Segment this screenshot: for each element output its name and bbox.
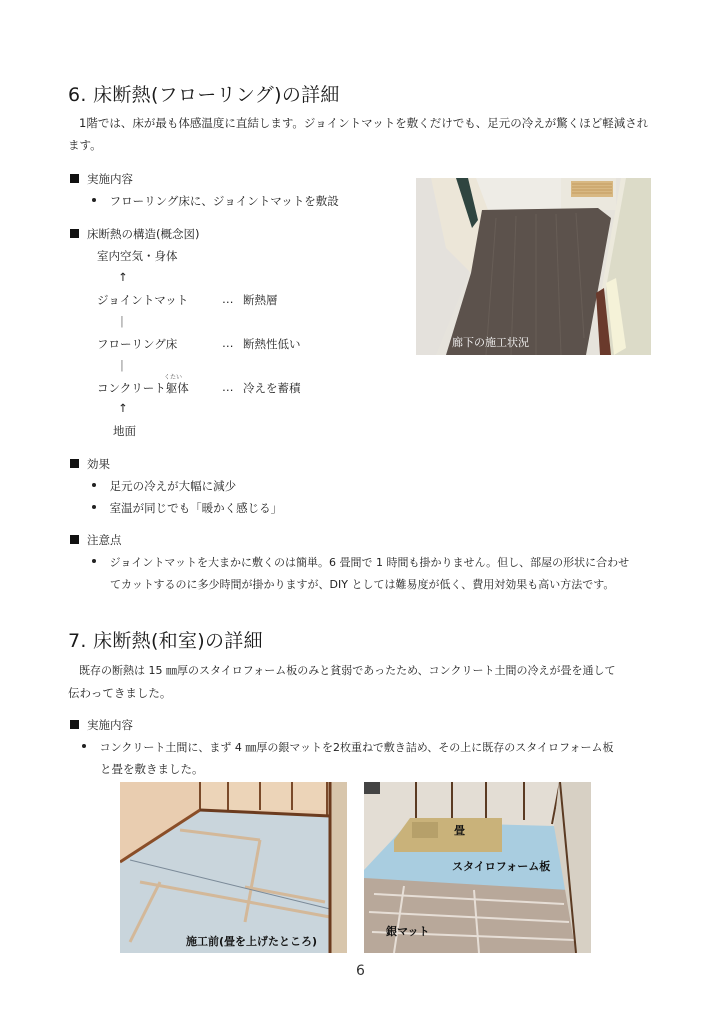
intro-line-1: 1階では、床が最も体感温度に直結します。ジョイントマットを敷くだけでも、足元の冷えが驚くほど軽減され [79, 116, 649, 130]
diagram-bottom-label: 地面 [113, 424, 136, 438]
bullet-icon [92, 198, 96, 202]
item-text-line-1: ジョイントマットを大まかに敷くのは簡単。6 畳間で 1 時間も掛かりません。但し、部屋の形状に合わせ [109, 556, 630, 569]
before-photo-caption: 施工前(畳を上げたところ) [186, 935, 318, 948]
arrow-up-icon: ↑ [118, 270, 128, 284]
implementation-item [92, 193, 339, 209]
item-text: 室温が同じでも「暖かく感じる」 [109, 501, 283, 515]
notes-heading [70, 532, 122, 548]
implementation-item-7-line-2: と畳を敷きました。 [100, 762, 204, 776]
item-text: 足元の冷えが大幅に減少 [109, 479, 237, 493]
before-photo-image [120, 782, 347, 953]
hallway-photo-image [416, 178, 651, 355]
styrofoam-label: スタイロフォーム板 [452, 860, 551, 873]
implementation-heading-7 [70, 717, 133, 733]
before-photo [120, 782, 347, 953]
layer-dots: … [222, 380, 234, 394]
heading-text: 効果 [87, 457, 110, 471]
layer-joint-mat: ジョイントマット [97, 293, 189, 307]
implementation-item-7 [82, 739, 614, 755]
diagram-top-label: 室内空気・身体 [97, 249, 178, 263]
bullet-icon [82, 744, 86, 748]
connector-line: | [120, 314, 124, 328]
after-photo [364, 782, 591, 953]
square-bullet-icon [70, 229, 79, 238]
tatami-label: 畳 [454, 824, 465, 837]
layer-dots: … [222, 292, 234, 306]
layer-note: 冷えを蓄積 [243, 381, 301, 395]
square-bullet-icon [70, 535, 79, 544]
notes-item [92, 554, 629, 570]
effects-heading [70, 456, 110, 472]
section-6-intro [68, 112, 668, 156]
item-text: フローリング床に、ジョイントマットを敷設 [109, 194, 339, 208]
heading-text: 実施内容 [87, 718, 133, 732]
ruby-text: くたい [164, 374, 183, 381]
hallway-photo [416, 178, 651, 355]
square-bullet-icon [70, 174, 79, 183]
heading-text: 床断熱の構造(概念図) [87, 227, 200, 241]
layer-dots: … [222, 336, 234, 350]
section-6-title: 6. 床断熱(フローリング)の詳細 [68, 84, 340, 106]
layer-note: 断熱層 [243, 293, 278, 307]
square-bullet-icon [70, 459, 79, 468]
effects-item [92, 478, 236, 494]
bullet-icon [92, 483, 96, 487]
page-number: 6 [356, 963, 365, 979]
bullet-icon [92, 505, 96, 509]
item-text-line-1: コンクリート土間に、まず 4 ㎜厚の銀マットを2枚重ねで敷き詰め、その上に既存のスタイロフォーム板 [99, 741, 614, 754]
implementation-heading [70, 171, 133, 187]
heading-text: 実施内容 [87, 172, 133, 186]
heading-text: 注意点 [87, 533, 122, 547]
section-7-title: 7. 床断熱(和室)の詳細 [68, 630, 263, 652]
effects-item [92, 500, 282, 516]
hallway-photo-caption: 廊下の施工状況 [452, 336, 529, 349]
arrow-up-icon: ↑ [118, 401, 128, 415]
connector-line: | [120, 358, 124, 372]
silver-mat-label: 銀マット [386, 925, 430, 938]
intro-line-2: ます。 [68, 138, 102, 152]
structure-heading [70, 226, 199, 242]
square-bullet-icon [70, 720, 79, 729]
notes-item-line-2: てカットするのに多少時間が掛かりますが、DIY としては難易度が低く、費用対効果も高い方法です。 [110, 578, 615, 591]
section-7-intro [68, 660, 668, 704]
bullet-icon [92, 559, 96, 563]
intro-line-1: 既存の断熱は 15 ㎜厚のスタイロフォーム板のみと貧弱であったため、コンクリート土間の冷えが畳を通して [79, 664, 616, 677]
layer-note: 断熱性低い [243, 337, 301, 351]
layer-concrete: コンクリート躯体 [97, 381, 189, 395]
layer-flooring: フローリング床 [97, 337, 178, 351]
intro-line-2: 伝わってきました。 [68, 686, 172, 700]
